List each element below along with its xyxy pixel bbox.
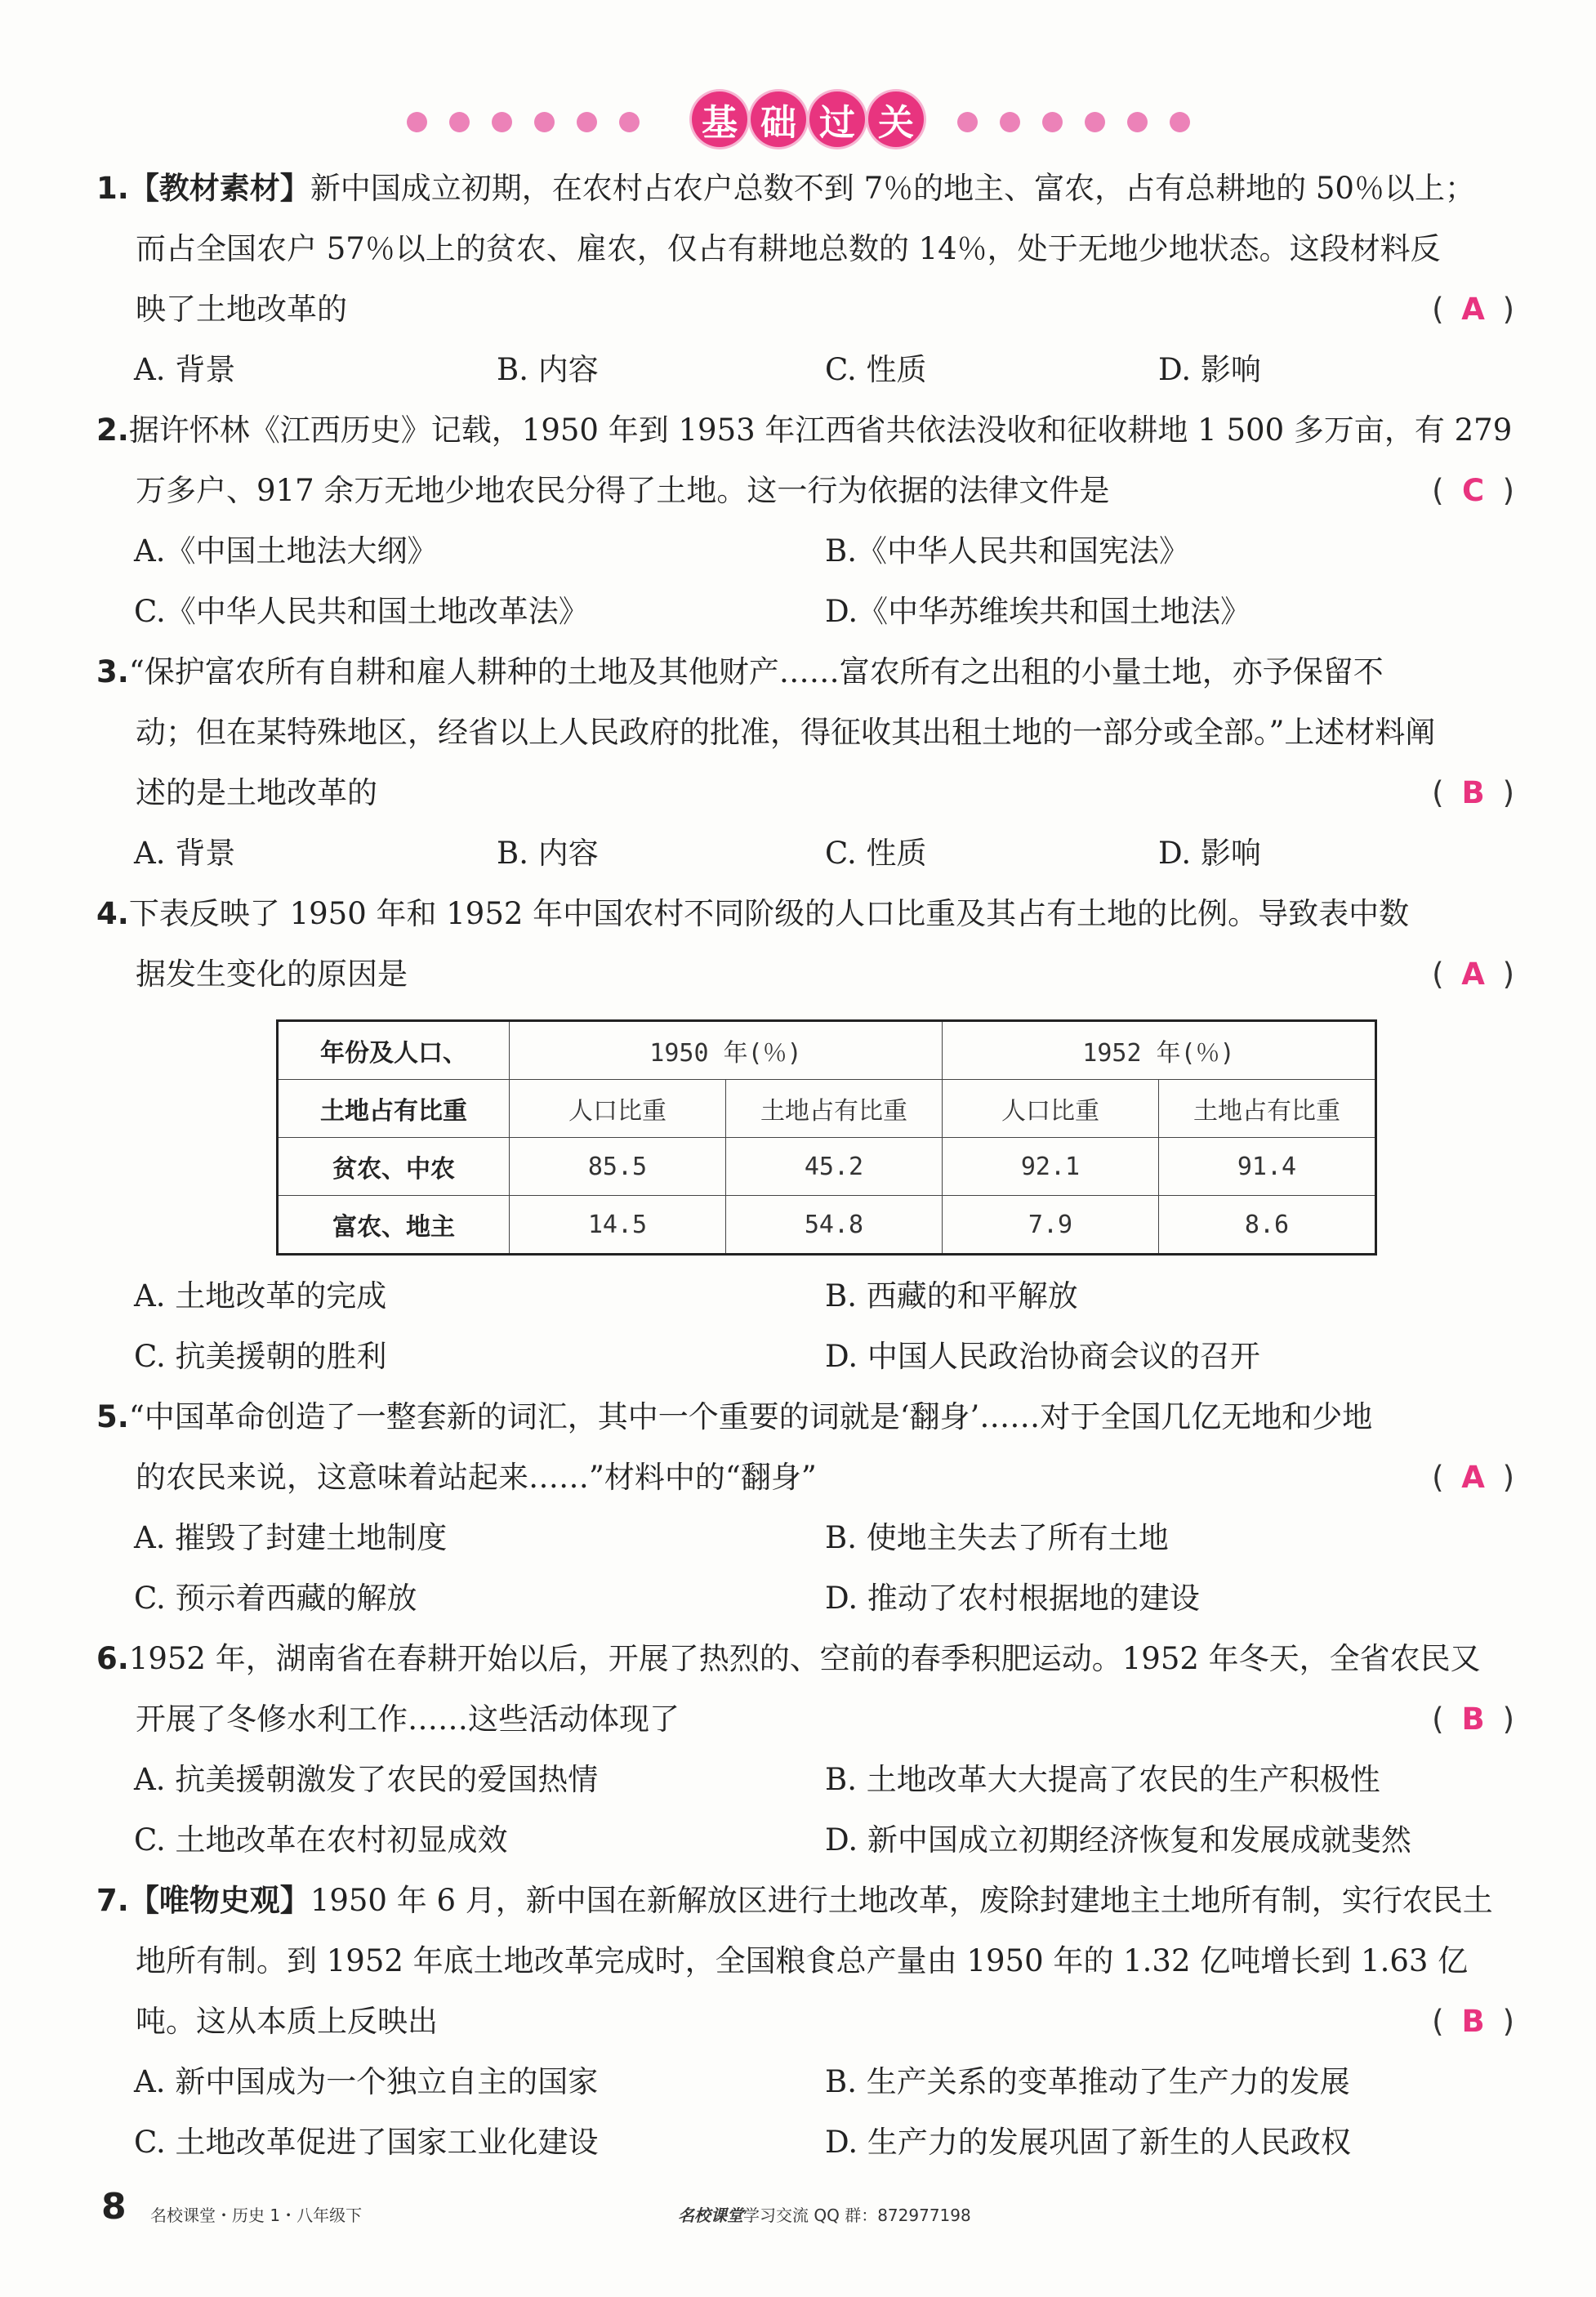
option-a: A. 背景: [134, 836, 236, 871]
table-row-label: 富农、地主: [278, 1196, 510, 1255]
question-6-line-1: [96, 1640, 1514, 1678]
question-3-line-3: 述的是土地改革的: [136, 775, 377, 810]
question-7-line-3: 吨。这从本质上反映出: [136, 2004, 438, 2039]
paren: ): [1502, 957, 1514, 992]
footer-qq-text: 学习交流 QQ 群：872977198: [743, 2206, 971, 2225]
answer-letter: A: [1461, 1460, 1485, 1495]
option-b: B. 西藏的和平解放: [825, 1278, 1078, 1314]
answer-box: [1432, 774, 1514, 812]
answer-letter: B: [1461, 1702, 1485, 1737]
answer-box: [1432, 2003, 1514, 2041]
dot-ornament: [449, 112, 470, 132]
option-a: A. 新中国成为一个独立自主的国家: [134, 2064, 599, 2099]
paren: ): [1502, 473, 1514, 508]
option-d: D. 生产力的发展巩固了新生的人民政权: [825, 2125, 1351, 2160]
table-cell: 85.5: [510, 1138, 726, 1196]
option-a: A. 土地改革的完成: [134, 1278, 387, 1314]
table-year-header: 1950 年(％): [510, 1021, 943, 1080]
answer-box: [1432, 1701, 1514, 1738]
option-c: C. 性质: [825, 836, 927, 871]
question-text: 1950 年 6 月，新中国在新解放区进行土地改革，废除封建地主土地所有制，实行农民土: [310, 1883, 1493, 1918]
answer-letter: B: [1461, 775, 1485, 810]
title-char: 关: [868, 91, 924, 147]
option-a: A. 抗美援朝激发了农民的爱国热情: [134, 1762, 599, 1797]
question-number: 6.: [96, 1641, 129, 1676]
question-5-line-2: 的农民来说，这意味着站起来……”材料中的“翻身”: [136, 1460, 817, 1495]
table-year-header: 1952 年(％): [943, 1021, 1376, 1080]
question-text: “保护富农所有自耕和雇人耕种的土地及其他财产……富农所有之出租的小量土地，亦予保留不: [128, 654, 1384, 689]
option-d: D. 影响: [1158, 836, 1261, 871]
option-a: A.《中国土地法大纲》: [134, 533, 438, 569]
table-subheader: 土地占有比重: [726, 1080, 943, 1138]
paren: (: [1432, 2004, 1444, 2039]
option-c: C. 抗美援朝的胜利: [134, 1339, 387, 1374]
question-tag: 【唯物史观】: [128, 1883, 310, 1918]
banner-dots-right: [957, 112, 1190, 132]
answer-box: [1432, 291, 1514, 328]
paren: ): [1502, 1460, 1514, 1495]
table-subheader: 土地占有比重: [1159, 1080, 1376, 1138]
section-banner: [0, 88, 1596, 154]
title-char: 过: [809, 91, 865, 147]
footer-book-title: 名校课堂・历史 1・八年级下: [150, 2206, 363, 2225]
question-1-line-3: 映了土地改革的: [136, 292, 347, 327]
answer-letter: A: [1461, 292, 1485, 327]
option-d: D. 新中国成立初期经济恢复和发展成就斐然: [825, 1822, 1411, 1858]
table-row: [278, 1138, 1376, 1196]
question-text: 下表反映了 1950 年和 1952 年中国农村不同阶级的人口比重及其占有土地的比例。导致表中数: [128, 896, 1410, 931]
answer-letter: A: [1461, 957, 1485, 992]
answer-letter: C: [1461, 473, 1485, 508]
option-a: A. 摧毁了封建土地制度: [134, 1520, 448, 1555]
publisher-logo: 名校课堂: [678, 2206, 743, 2225]
answer-box: [1432, 1459, 1514, 1496]
table-cell: 45.2: [726, 1138, 943, 1196]
question-number: 5.: [96, 1399, 129, 1434]
option-a: A. 背景: [134, 352, 236, 387]
table-row-label: 贫农、中农: [278, 1138, 510, 1196]
dot-ornament: [492, 112, 512, 132]
dot-ornament: [1170, 112, 1190, 132]
question-text: “中国革命创造了一整套新的词汇，其中一个重要的词就是‘翻身’……对于全国几亿无地和少地: [128, 1399, 1373, 1434]
paren: (: [1432, 957, 1444, 992]
paren: (: [1432, 473, 1444, 508]
paren: (: [1432, 1460, 1444, 1495]
paren: ): [1502, 292, 1514, 327]
table-row: [278, 1196, 1376, 1255]
dot-ornament: [1042, 112, 1063, 132]
dot-ornament: [957, 112, 978, 132]
option-c: C. 性质: [825, 352, 927, 387]
title-char: 基: [692, 91, 747, 147]
option-d: D. 推动了农村根据地的建设: [825, 1581, 1200, 1616]
land-reform-table: [276, 1019, 1377, 1256]
dot-ornament: [1085, 112, 1105, 132]
answer-letter: B: [1461, 2004, 1485, 2039]
dot-ornament: [407, 112, 427, 132]
option-c: C. 土地改革促进了国家工业化建设: [134, 2125, 599, 2160]
page-number: 8: [101, 2186, 127, 2228]
option-d: D.《中华苏维埃共和国土地法》: [825, 594, 1251, 629]
question-2-line-2: 万多户、917 余万无地少地农民分得了土地。这一行为依据的法律文件是: [136, 473, 1110, 508]
dot-ornament: [577, 112, 597, 132]
question-1-line-2: 而占全国农户 57％以上的贫农、雇农，仅占有耕地总数的 14％，处于无地少地状态。这段材料反: [136, 231, 1441, 266]
table-cell: 7.9: [943, 1196, 1159, 1255]
question-number: 7.: [96, 1883, 129, 1918]
question-7-line-2: 地所有制。到 1952 年底土地改革完成时，全国粮食总产量由 1950 年的 1.32 亿吨增长到 1.63 亿: [136, 1943, 1469, 1978]
option-b: B. 内容: [497, 352, 599, 387]
question-text: 据许怀林《江西历史》记载，1950 年到 1953 年江西省共依法没收和征收耕地 1 500 多万亩，有 279: [128, 413, 1513, 448]
table-corner-header: 土地占有比重: [278, 1080, 510, 1138]
paren: ): [1502, 2004, 1514, 2039]
option-b: B. 内容: [497, 836, 599, 871]
question-text: 1952 年，湖南省在春耕开始以后，开展了热烈的、空前的春季积肥运动。1952 年冬天，全省农民又: [128, 1641, 1481, 1676]
answer-box: [1432, 956, 1514, 993]
option-b: B. 使地主失去了所有土地: [825, 1520, 1169, 1555]
paren: ): [1502, 1702, 1514, 1737]
question-7-line-1: [96, 1882, 1514, 1920]
banner-dots-left: [407, 112, 640, 132]
title-char: 础: [751, 91, 806, 147]
paren: (: [1432, 1702, 1444, 1737]
option-d: D. 影响: [1158, 352, 1261, 387]
option-b: B. 生产关系的变革推动了生产力的发展: [825, 2064, 1350, 2099]
table-cell: 91.4: [1159, 1138, 1376, 1196]
question-4-line-1: [96, 895, 1514, 933]
dot-ornament: [534, 112, 555, 132]
option-c: C. 预示着西藏的解放: [134, 1581, 417, 1616]
question-number: 2.: [96, 413, 129, 448]
footer-qq-group: [678, 2202, 971, 2226]
question-text: 新中国成立初期，在农村占农户总数不到 7％的地主、富农，占有总耕地的 50％以上；: [310, 171, 1475, 206]
option-c: C.《中华人民共和国土地改革法》: [134, 594, 589, 629]
question-number: 3.: [96, 654, 129, 689]
section-title: [692, 91, 924, 147]
paren: (: [1432, 775, 1444, 810]
question-1-line-1: [96, 170, 1514, 207]
dot-ornament: [1000, 112, 1020, 132]
option-d: D. 中国人民政治协商会议的召开: [825, 1339, 1260, 1374]
question-3-line-1: [96, 653, 1514, 691]
question-2-line-1: [96, 412, 1514, 449]
question-4-line-2: 据发生变化的原因是: [136, 957, 408, 992]
option-c: C. 土地改革在农村初显成效: [134, 1822, 508, 1858]
option-b: B. 土地改革大大提高了农民的生产积极性: [825, 1762, 1380, 1797]
question-6-line-2: 开展了冬修水利工作……这些活动体现了: [136, 1702, 680, 1737]
question-5-line-1: [96, 1398, 1514, 1436]
answer-box: [1432, 472, 1514, 510]
table-corner-header: 年份及人口、: [278, 1021, 510, 1080]
table-cell: 8.6: [1159, 1196, 1376, 1255]
table-cell: 54.8: [726, 1196, 943, 1255]
paren: ): [1502, 775, 1514, 810]
question-3-line-2: 动；但在某特殊地区，经省以上人民政府的批准，得征收其出租土地的一部分或全部。”上述材料阐: [136, 715, 1436, 750]
option-b: B.《中华人民共和国宪法》: [825, 533, 1189, 569]
question-number: 1.: [96, 171, 129, 206]
paren: (: [1432, 292, 1444, 327]
table-subheader: 人口比重: [510, 1080, 726, 1138]
dot-ornament: [619, 112, 640, 132]
table-subheader: 人口比重: [943, 1080, 1159, 1138]
table-cell: 92.1: [943, 1138, 1159, 1196]
dot-ornament: [1127, 112, 1148, 132]
question-number: 4.: [96, 896, 129, 931]
question-tag: 【教材素材】: [128, 171, 310, 206]
table-cell: 14.5: [510, 1196, 726, 1255]
